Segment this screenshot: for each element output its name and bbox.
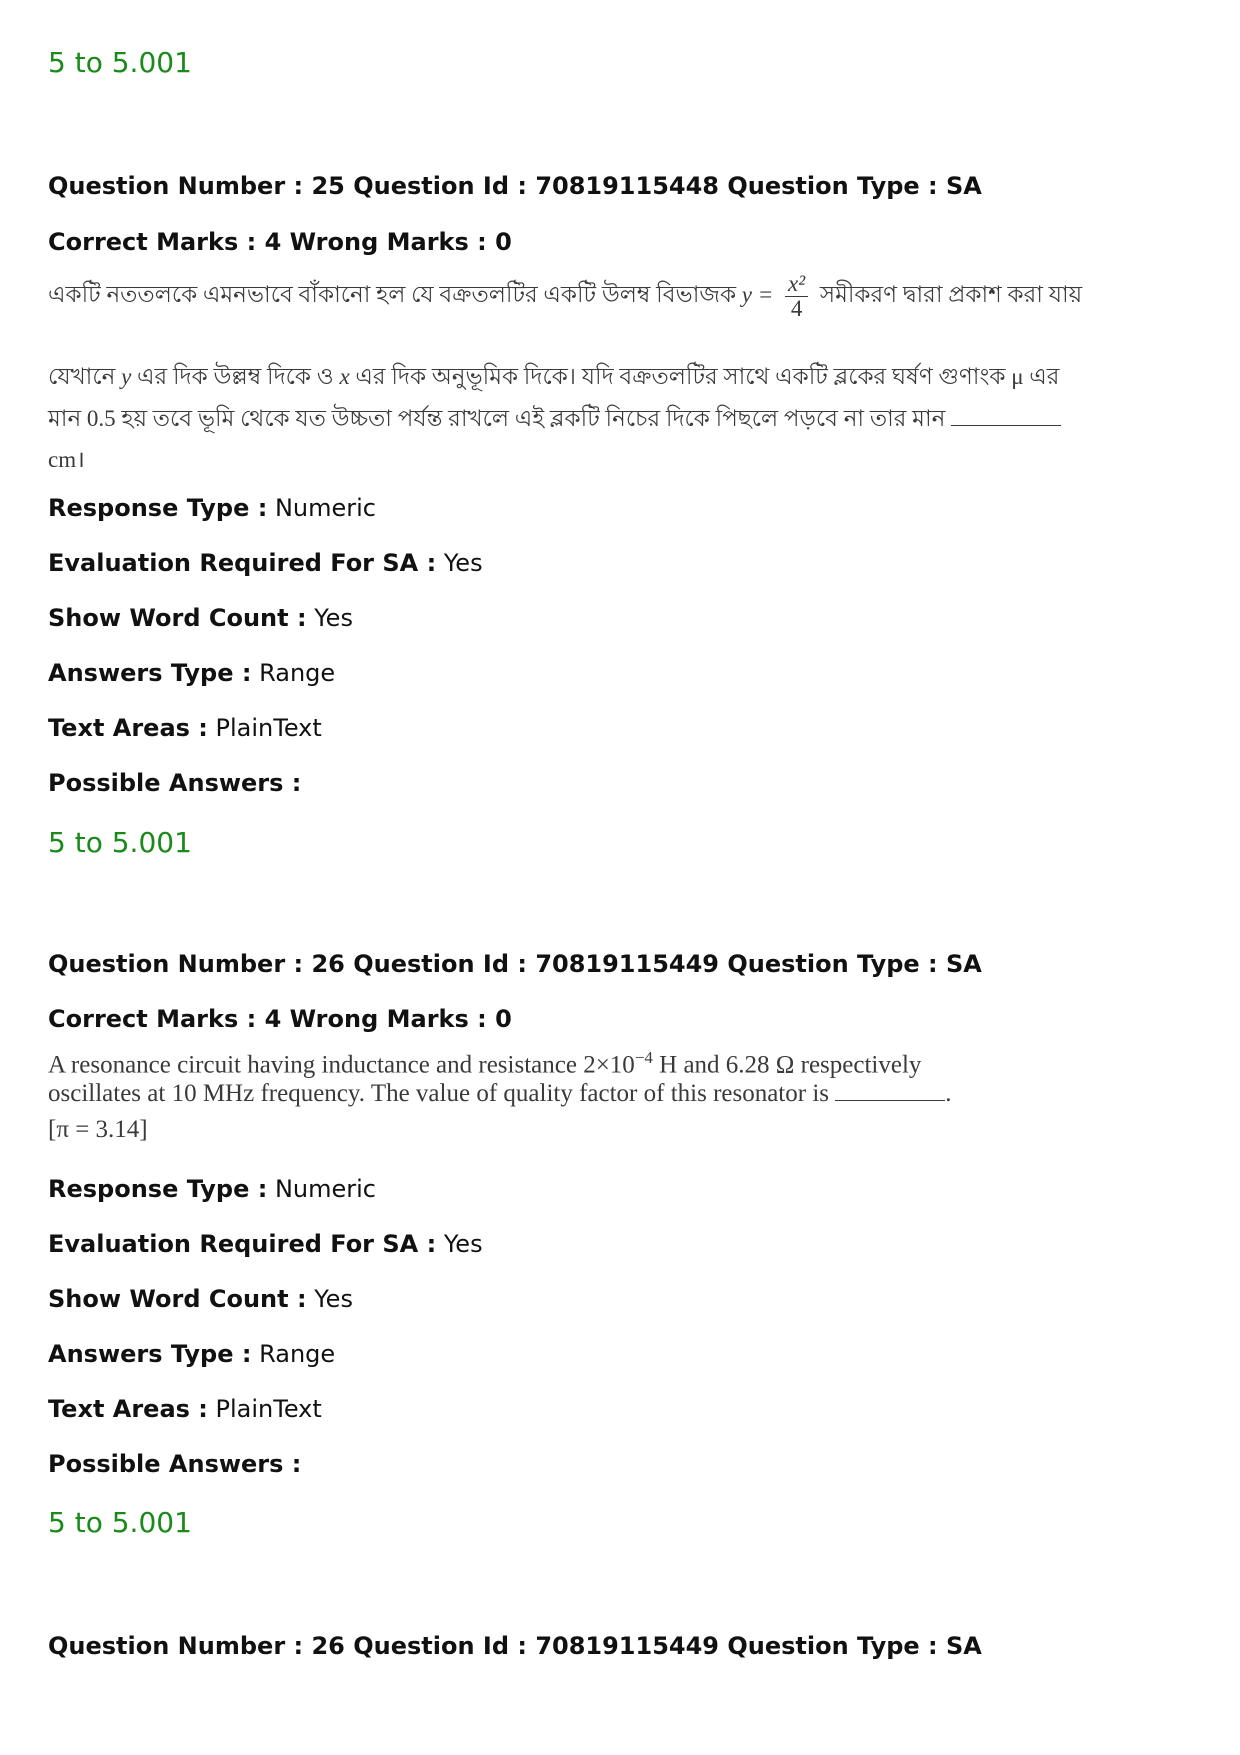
field-key: Response Type : <box>48 494 268 522</box>
field-text-areas <box>48 1395 322 1423</box>
math-exponent: −4 <box>634 1048 653 1067</box>
field-response-type <box>48 1175 376 1203</box>
question-text: . <box>945 1080 952 1107</box>
equation-lhs: y = <box>741 281 774 307</box>
field-key: Text Areas : <box>48 714 208 742</box>
question-header: Question Number : 26 Question Id : 70819115449 Question Type : SA <box>48 950 982 978</box>
question-marks: Correct Marks : 4 Wrong Marks : 0 <box>48 228 512 256</box>
field-value: Yes <box>314 1285 353 1313</box>
question-text: যেখানে <box>48 364 116 389</box>
answer-blank <box>835 1082 945 1101</box>
field-possible-answers <box>48 1450 301 1478</box>
question-text: সমীকরণ দ্বারা প্রকাশ করা যায় <box>819 281 1083 307</box>
field-evaluation-required <box>48 1230 483 1258</box>
question-text: মান 0.5 হয় তবে ভূমি থেকে যত উচ্চতা পর্যন্ত রাখলে এই ব্লকটি নিচের দিকে পিছলে পড়বে না তার মান <box>48 406 946 431</box>
equation-fraction <box>785 272 808 321</box>
possible-answer: 5 to 5.001 <box>48 46 192 79</box>
math-value: 2×10 <box>583 1051 635 1079</box>
fraction-numerator: x² <box>785 272 808 297</box>
variable: μ <box>1011 364 1024 389</box>
field-value: Yes <box>443 549 483 577</box>
field-show-word-count <box>48 1285 353 1313</box>
question-text-line: [π = 3.14] <box>48 1116 148 1143</box>
field-value: Range <box>259 1340 336 1368</box>
field-value: PlainText <box>215 714 322 742</box>
question-text-line <box>48 1048 921 1079</box>
field-possible-answers <box>48 769 301 797</box>
field-key: Answers Type : <box>48 1340 252 1368</box>
field-text-areas <box>48 714 322 742</box>
question-text-line <box>48 1080 952 1108</box>
field-answers-type <box>48 659 335 687</box>
field-value: Yes <box>443 1230 483 1258</box>
field-value: PlainText <box>215 1395 322 1423</box>
question-text-line <box>48 358 1059 397</box>
question-marks: Correct Marks : 4 Wrong Marks : 0 <box>48 1005 512 1033</box>
question-text: এর দিক উল্লম্ব দিকে ও <box>137 364 334 389</box>
field-value: Range <box>259 659 336 687</box>
possible-answer: 5 to 5.001 <box>48 1506 192 1539</box>
question-text: এর <box>1029 364 1060 389</box>
field-key: Answers Type : <box>48 659 252 687</box>
variable: y <box>121 364 132 389</box>
question-text-line <box>48 272 1082 321</box>
question-text: এর দিক অনুভূমিক দিকে। যদি বক্রতলটির সাথে একটি ব্লকের ঘর্ষণ গুণাংক <box>355 364 1006 389</box>
field-value: Numeric <box>274 494 376 522</box>
field-key: Evaluation Required For SA : <box>48 549 437 577</box>
question-text: H and 6.28 Ω respectively <box>659 1051 922 1079</box>
question-text: A resonance circuit having inductance and resistance <box>48 1051 577 1079</box>
question-header: Question Number : 26 Question Id : 70819115449 Question Type : SA <box>48 1632 982 1660</box>
field-key: Evaluation Required For SA : <box>48 1230 437 1258</box>
question-text-line <box>48 400 1061 439</box>
field-key: Possible Answers : <box>48 769 302 797</box>
possible-answer: 5 to 5.001 <box>48 826 192 859</box>
field-answers-type <box>48 1340 335 1368</box>
field-evaluation-required <box>48 549 483 577</box>
field-key: Text Areas : <box>48 1395 208 1423</box>
field-key: Response Type : <box>48 1175 268 1203</box>
field-value: Numeric <box>274 1175 376 1203</box>
question-header: Question Number : 25 Question Id : 70819115448 Question Type : SA <box>48 172 982 200</box>
field-show-word-count <box>48 604 353 632</box>
question-text: oscillates at 10 MHz frequency. The value of quality factor of this resonator is <box>48 1080 830 1107</box>
field-value: Yes <box>314 604 353 632</box>
answer-blank <box>951 407 1061 426</box>
field-key: Show Word Count : <box>48 1285 307 1313</box>
variable: x <box>339 364 350 389</box>
field-key: Show Word Count : <box>48 604 307 632</box>
field-key: Possible Answers : <box>48 1450 302 1478</box>
fraction-denominator: 4 <box>790 296 803 322</box>
field-response-type <box>48 494 376 522</box>
question-text-line: cm। <box>48 447 85 472</box>
question-text: একটি নততলকে এমনভাবে বাঁকানো হল যে বক্রতলটির একটি উলম্ব বিভাজক <box>48 281 737 307</box>
